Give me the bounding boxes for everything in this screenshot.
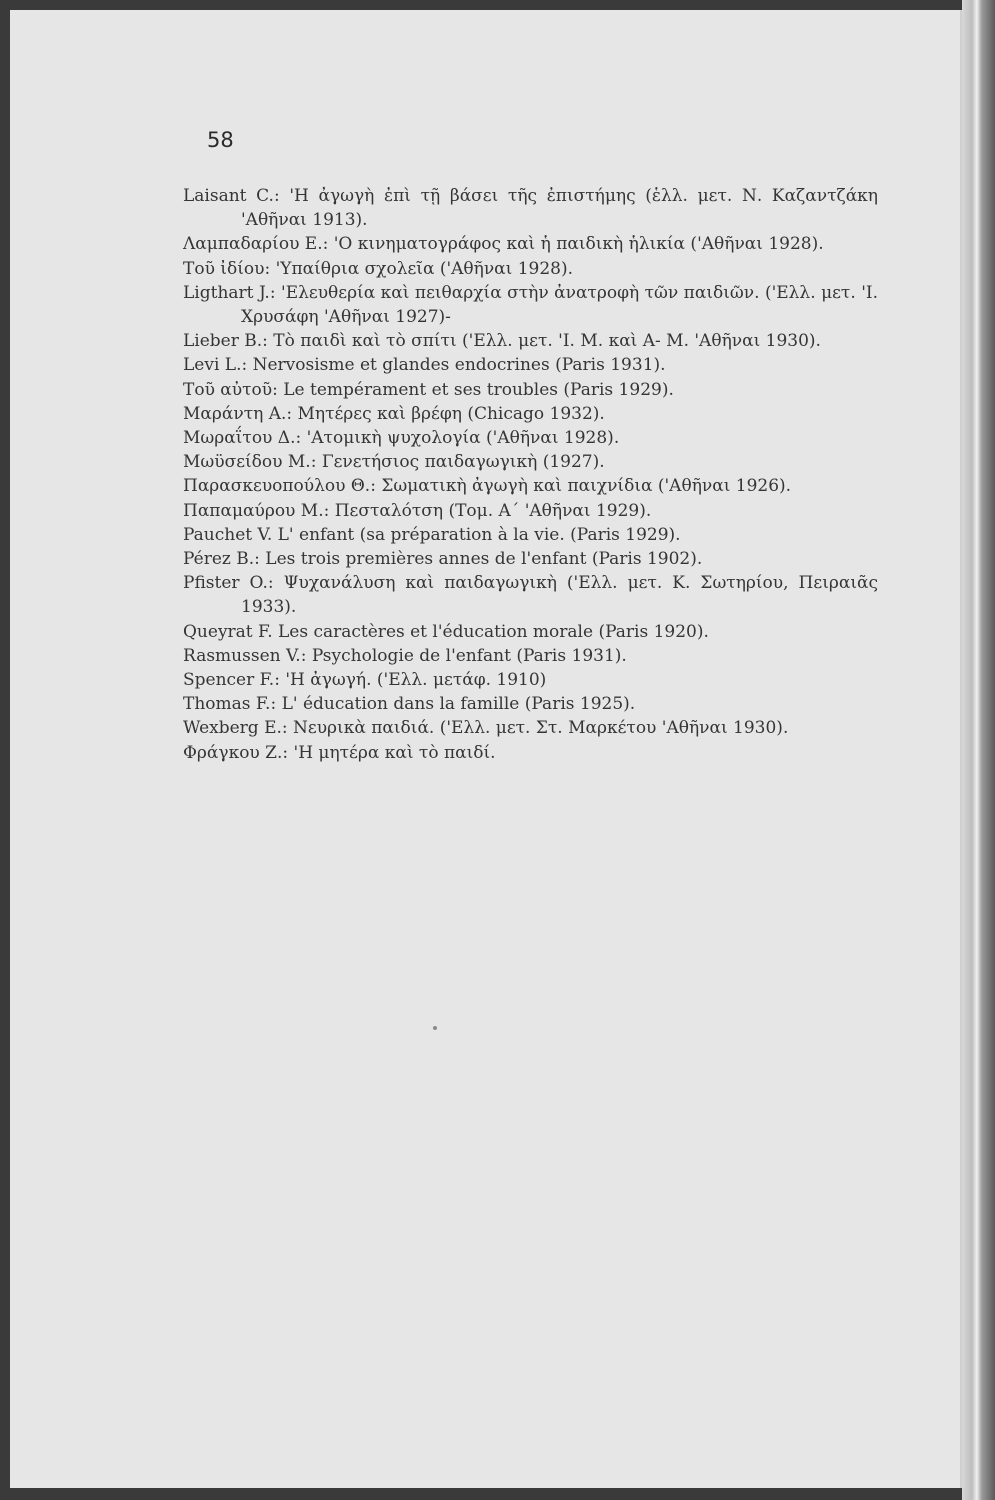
bibliography-entry: Μωραΐτου Δ.: 'Ατομικὴ ψυχολογία ('Αθῆναι 1928). [183, 428, 620, 449]
bibliography-entry: Thomas F.: L' éducation dans la famille (Paris 1925). [183, 694, 636, 715]
book-gutter-edge [962, 0, 995, 1500]
bibliography-entry: Ligthart J.: 'Ελευθερία καὶ πειθαρχία στὴν ἀνατροφὴ τῶν παιδιῶν. ('Ελλ. μετ. 'Ι. Χρυσάφη 'Αθῆναι 1927)- [183, 282, 878, 328]
bibliography-entry: Παπαμαύρου Μ.: Πεσταλότση (Τομ. Α΄ 'Αθῆναι 1929). [183, 500, 652, 521]
bibliography-list [183, 184, 878, 765]
bibliography-entry: Μαράντη Α.: Μητέρες καὶ βρέφη (Chicago 1932). [183, 403, 605, 424]
paper-speck [433, 1026, 437, 1030]
book-page [10, 10, 962, 1488]
bibliography-entry: Μωϋσείδου Μ.: Γενετήσιος παιδαγωγικὴ (1927). [183, 452, 605, 473]
bibliography-entry: Pfister O.: Ψυχανάλυση καὶ παιδαγωγικὴ ('Ελλ. μετ. Κ. Σωτηρίου, Πειραιᾶς 1933). [183, 573, 878, 618]
bibliography-entry: Laisant C.: 'Η ἀγωγὴ ἐπὶ τῇ βάσει τῆς ἐπιστήμης (ἑλλ. μετ. Ν. Καζαντζάκη 'Αθῆναι 1913). [183, 186, 878, 231]
bibliography-entry: Rasmussen V.: Psychologie de l'enfant (Paris 1931). [183, 645, 627, 666]
bibliography-entry: Queyrat F. Les caractères et l'éducation morale (Paris 1920). [183, 621, 709, 642]
bibliography-entry: Spencer F.: 'Η ἀγωγή. ('Ελλ. μετάφ. 1910) [183, 670, 547, 691]
bibliography-entry: Pérez B.: Les trois premières annes de l'enfant (Paris 1902). [183, 549, 703, 570]
bibliography-entry: Wexberg E.: Νευρικὰ παιδιά. ('Ελλ. μετ. Στ. Μαρκέτου 'Αθῆναι 1930). [183, 718, 789, 739]
bibliography-entry: Lieber B.: Τὸ παιδὶ καὶ τὸ σπίτι ('Ελλ. μετ. 'Ι. Μ. καὶ Α- Μ. 'Αθῆναι 1930). [183, 331, 821, 352]
bibliography-entry: Levi L.: Nervosisme et glandes endocrines (Paris 1931). [183, 355, 666, 376]
bibliography-entry: Λαμπαδαρίου Ε.: 'Ο κινηματογράφος καὶ ἡ παιδικὴ ἡλικία ('Αθῆναι 1928). [183, 234, 824, 255]
page-number: 58 [207, 128, 234, 152]
bibliography-entry: Παρασκευοπούλου Θ.: Σωματικὴ ἀγωγὴ καὶ παιχνίδια ('Αθῆναι 1926). [183, 476, 792, 497]
bibliography-entry: Φράγκου Ζ.: 'Η μητέρα καὶ τὸ παιδί. [183, 742, 496, 763]
bibliography-entry: Τοῦ ἰδίου: 'Υπαίθρια σχολεῖα ('Αθῆναι 1928). [183, 258, 574, 279]
bibliography-entry: Pauchet V. L' enfant (sa préparation à la vie. (Paris 1929). [183, 524, 681, 545]
bibliography-entry: Τοῦ αὐτοῦ: Le tempérament et ses troubles (Paris 1929). [183, 379, 674, 400]
